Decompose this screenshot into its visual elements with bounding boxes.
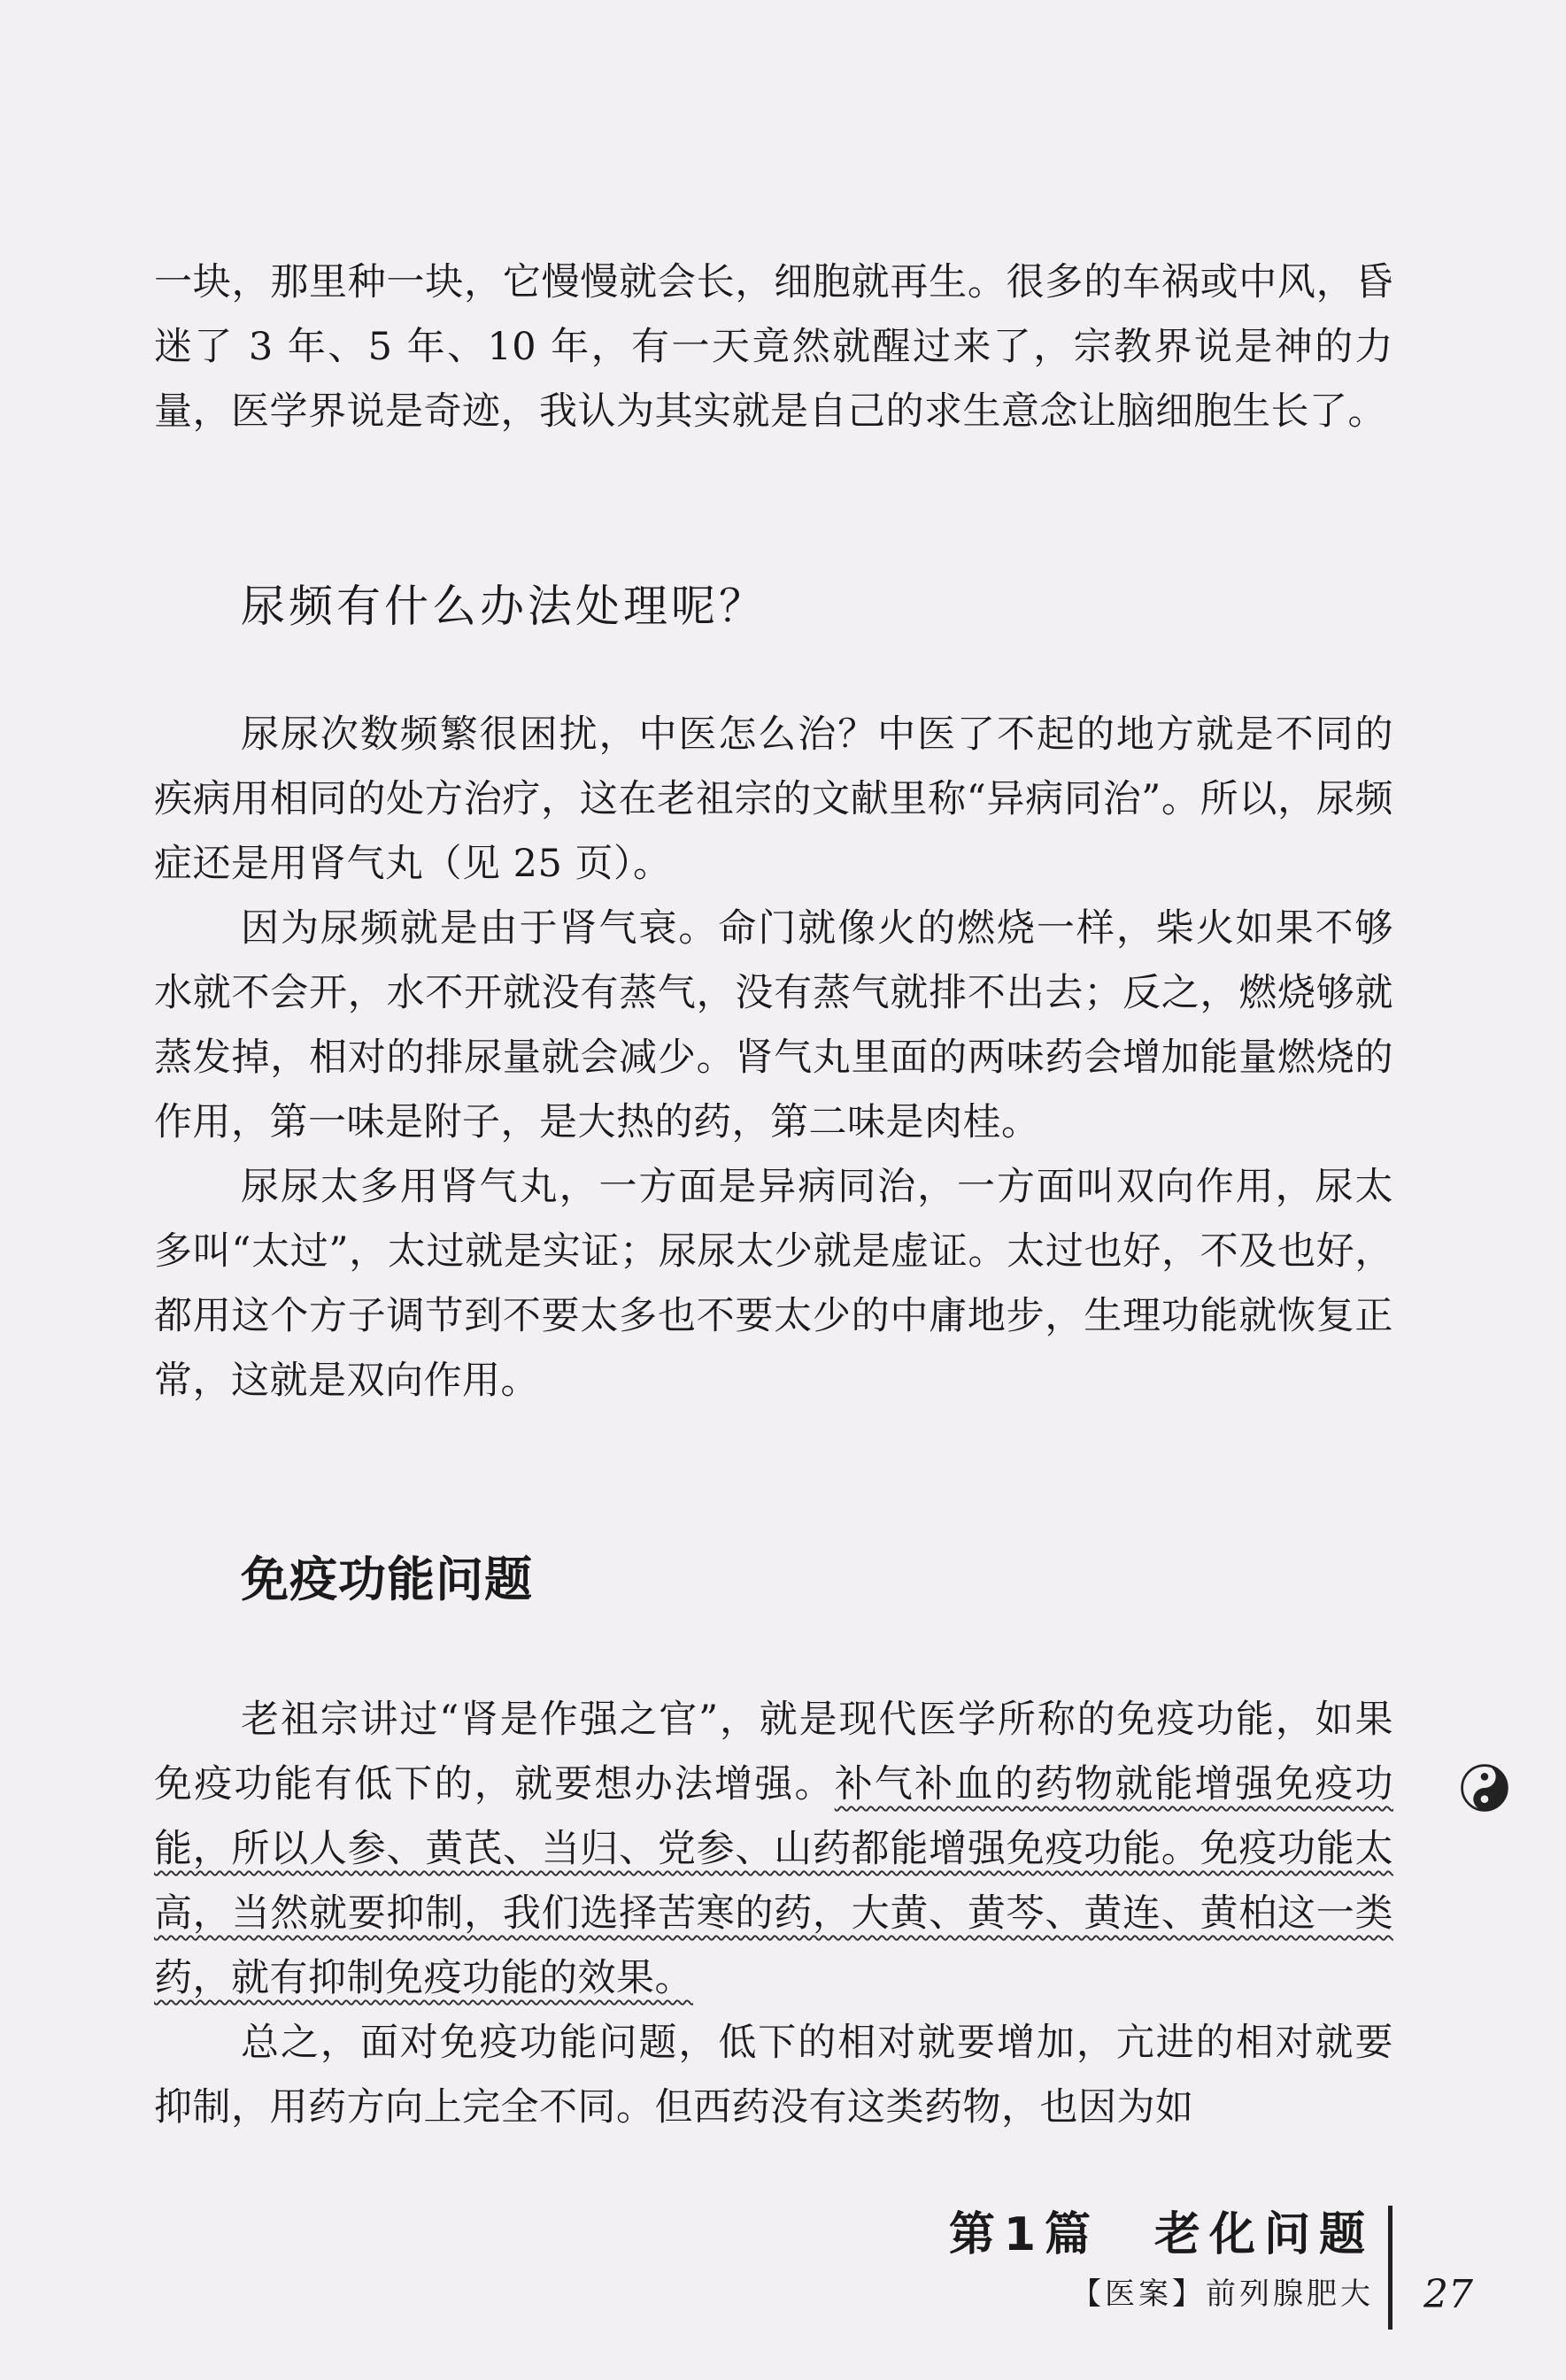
paragraph: 尿尿太多用肾气丸，一方面是异病同治，一方面叫双向作用，尿太多叫“太过”，太过就是实证；尿尿太少就是虚证。太过也好，不及也好，都用这个方子调节到不要太多也不要太少的中庸地步，生理功能就恢复正常，这就是双向作用。 [154, 1165, 1393, 1403]
body-text-bottom [154, 1688, 1393, 2140]
question-heading: 尿频有什么办法处理呢？ [241, 581, 767, 632]
page-number: 27 [1423, 2272, 1473, 2317]
chapter-subtitle: 【医案】前列腺肥大 [1071, 2276, 1374, 2312]
footer-divider [1388, 2206, 1392, 2330]
paragraph: 总之，面对免疫功能问题，低下的相对就要增加，亢进的相对就要抑制，用药方向上完全不同。但西药没有这类药物，也因为如 [154, 2021, 1393, 2130]
body-text-top [154, 250, 1393, 444]
body-text-middle [154, 703, 1393, 1413]
section-heading: 免疫功能问题 [241, 1552, 533, 1607]
paragraph-immunity [154, 1688, 1393, 2011]
underlined-passage: 补气补血的药物就能增强免疫功能，所以人参、黄芪、当归、党参、山药都能增强免疫功能。免疫功能太高，当然就要抑制，我们选择苦寒的药，大黄、黄芩、黄连、黄柏这一类药，就有抑制免疫功能的效果。 [154, 1762, 1394, 2000]
paragraph: 因为尿频就是由于肾气衰。命门就像火的燃烧一样，柴火如果不够水就不会开，水不开就没有蒸气，没有蒸气就排不出去；反之，燃烧够就蒸发掉，相对的排尿量就会减少。肾气丸里面的两味药会增加能量燃烧的作用，第一味是附子，是大热的药，第二味是肉桂。 [154, 906, 1393, 1144]
paragraph-continued: 一块，那里种一块，它慢慢就会长，细胞就再生。很多的车祸或中风，昏迷了 3 年、5 年、10 年，有一天竟然就醒过来了，宗教界说是神的力量，医学界说是奇迹，我认为其实就是自己的求生意念让脑细胞生长了。 [154, 260, 1393, 434]
paragraph: 尿尿次数频繁很困扰，中医怎么治？中医了不起的地方就是不同的疾病用相同的处方治疗，这在老祖宗的文献里称“异病同治”。所以，尿频症还是用肾气丸（见 25 页）。 [154, 712, 1393, 886]
chapter-title: 第1篇 老化问题 [948, 2208, 1374, 2261]
taiji-icon [1461, 1764, 1508, 1812]
paragraph-plain-part: 老祖宗讲过“肾是作强之官”，就是现代医学所称的免疫功能，如果免疫功能有低下的，就要想办法增强。 [154, 1698, 1393, 1806]
